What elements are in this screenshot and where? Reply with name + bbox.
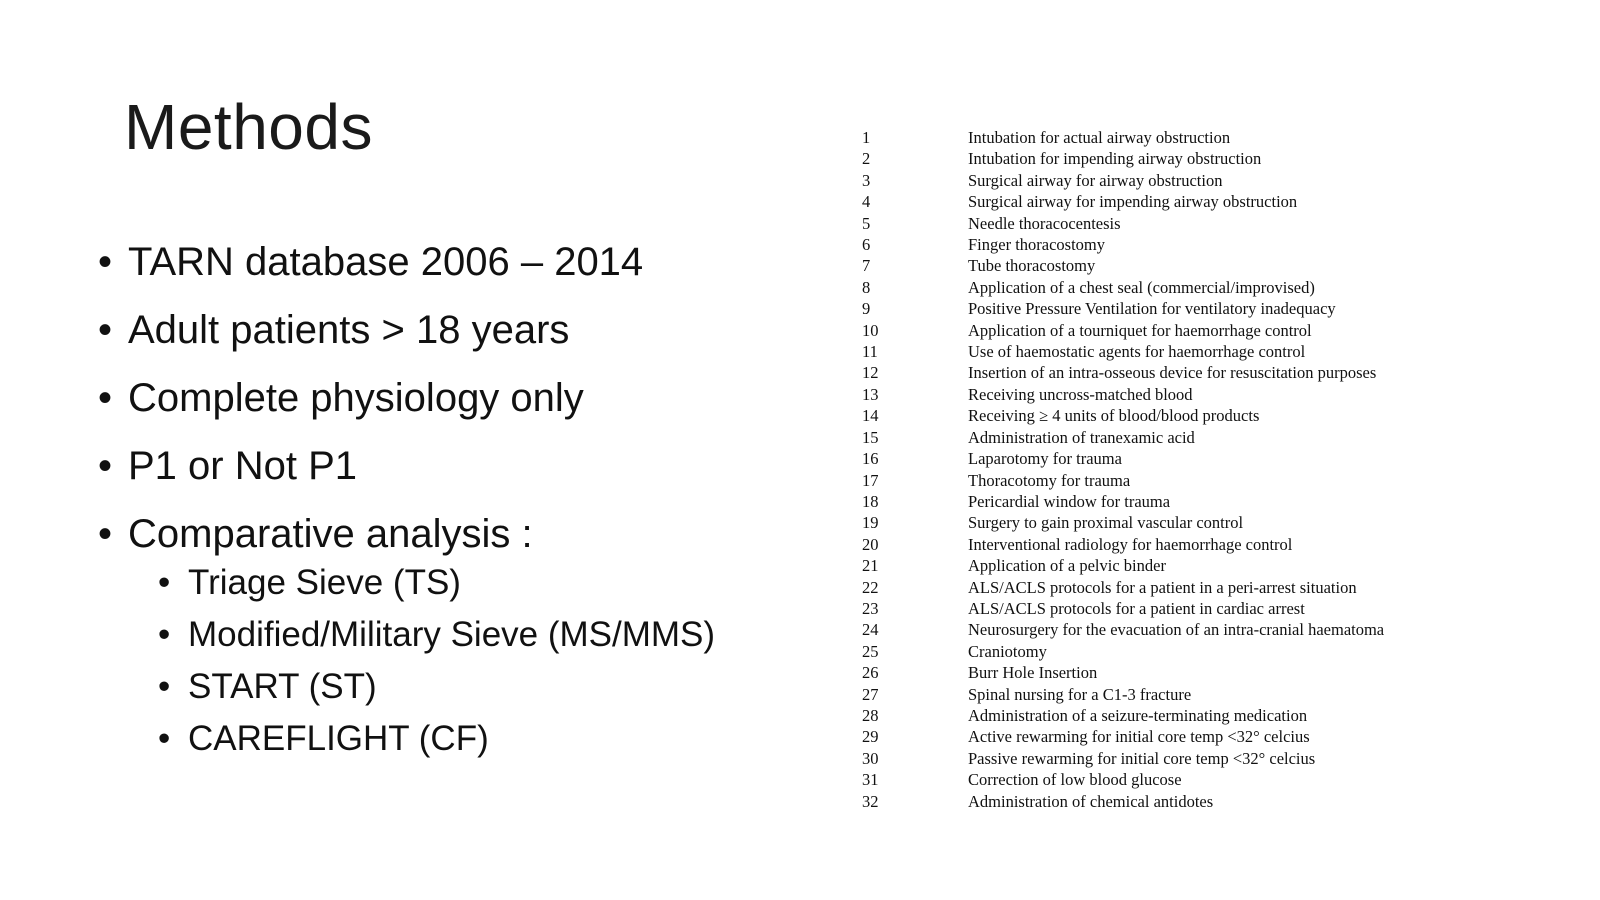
procedure-description: Administration of a seizure-terminating medication bbox=[968, 705, 1308, 725]
procedure-number: 11 bbox=[862, 342, 878, 362]
procedure-row bbox=[862, 255, 1384, 276]
procedure-number: 10 bbox=[862, 320, 879, 340]
procedure-row bbox=[862, 769, 1384, 790]
procedure-row bbox=[862, 662, 1384, 683]
sub-bullet-item: • Triage Sieve (TS) bbox=[158, 562, 715, 604]
procedure-row bbox=[862, 748, 1384, 769]
procedure-number: 21 bbox=[862, 556, 879, 576]
procedure-description: Interventional radiology for haemorrhage control bbox=[968, 534, 1293, 554]
procedure-row bbox=[862, 148, 1384, 169]
bullet-item: • TARN database 2006 – 2014 bbox=[98, 238, 715, 286]
procedure-number: 28 bbox=[862, 705, 879, 725]
procedure-description: Passive rewarming for initial core temp <32° celcius bbox=[968, 748, 1316, 768]
procedure-row bbox=[862, 191, 1384, 212]
procedure-description: Pericardial window for trauma bbox=[968, 491, 1171, 511]
procedure-number: 12 bbox=[862, 363, 879, 383]
procedure-number: 1 bbox=[862, 128, 871, 147]
procedure-description: Spinal nursing for a C1-3 fracture bbox=[968, 684, 1192, 704]
procedure-number: 22 bbox=[862, 577, 879, 597]
procedure-row bbox=[862, 791, 1384, 812]
procedure-description: Receiving uncross-matched blood bbox=[968, 384, 1193, 404]
procedure-description: Positive Pressure Ventilation for ventilatory inadequacy bbox=[968, 299, 1336, 319]
procedure-number: 3 bbox=[862, 170, 871, 190]
procedure-number: 18 bbox=[862, 491, 879, 511]
procedure-row bbox=[862, 684, 1384, 705]
procedure-description: Thoracotomy for trauma bbox=[968, 470, 1131, 490]
procedure-row bbox=[862, 598, 1384, 619]
procedure-description: Administration of tranexamic acid bbox=[968, 427, 1195, 447]
procedure-description: Finger thoracostomy bbox=[968, 235, 1106, 255]
procedure-number: 6 bbox=[862, 235, 871, 255]
procedure-row bbox=[862, 512, 1384, 533]
procedure-description: ALS/ACLS protocols for a patient in cardiac arrest bbox=[968, 598, 1305, 618]
procedure-number: 2 bbox=[862, 149, 871, 169]
procedure-row bbox=[862, 320, 1384, 341]
procedure-number: 31 bbox=[862, 770, 879, 790]
procedure-row bbox=[862, 427, 1384, 448]
bullet-item: • P1 or Not P1 bbox=[98, 442, 715, 490]
procedure-row bbox=[862, 726, 1384, 747]
procedure-row bbox=[862, 341, 1384, 362]
procedure-number: 16 bbox=[862, 449, 879, 469]
procedure-row bbox=[862, 362, 1384, 383]
procedure-description: Needle thoracocentesis bbox=[968, 213, 1121, 233]
sub-bullet-list bbox=[128, 562, 715, 760]
slide-title: Methods bbox=[124, 91, 373, 163]
procedures-table bbox=[862, 127, 1384, 812]
procedure-number: 30 bbox=[862, 748, 879, 768]
procedure-number: 25 bbox=[862, 641, 879, 661]
procedure-description: Neurosurgery for the evacuation of an intra-cranial haematoma bbox=[968, 620, 1385, 640]
procedure-number: 8 bbox=[862, 277, 871, 297]
procedure-description: Tube thoracostomy bbox=[968, 256, 1096, 276]
procedure-number: 14 bbox=[862, 406, 879, 426]
procedure-description: Intubation for impending airway obstruction bbox=[968, 149, 1262, 169]
procedure-number: 24 bbox=[862, 620, 879, 640]
procedure-description: Application of a pelvic binder bbox=[968, 556, 1166, 576]
procedure-row bbox=[862, 298, 1384, 319]
procedure-description: Correction of low blood glucose bbox=[968, 770, 1182, 790]
procedure-description: Surgical airway for impending airway obstruction bbox=[968, 192, 1298, 212]
procedure-number: 5 bbox=[862, 213, 871, 233]
procedure-row bbox=[862, 277, 1384, 298]
procedure-number: 32 bbox=[862, 791, 879, 811]
procedure-description: Craniotomy bbox=[968, 641, 1047, 661]
procedures-table-body bbox=[862, 127, 1384, 812]
procedure-number: 27 bbox=[862, 684, 879, 704]
procedure-description: Burr Hole Insertion bbox=[968, 663, 1098, 683]
procedure-description: Receiving ≥ 4 units of blood/blood products bbox=[968, 406, 1260, 426]
procedure-row bbox=[862, 127, 1384, 148]
bullet-item-label: Comparative analysis : bbox=[128, 512, 533, 556]
procedure-description: Administration of chemical antidotes bbox=[968, 791, 1214, 811]
procedure-number: 29 bbox=[862, 727, 879, 747]
procedure-row bbox=[862, 555, 1384, 576]
sub-bullet-item: • Modified/Military Sieve (MS/MMS) bbox=[158, 614, 715, 656]
procedure-description: Insertion of an intra-osseous device for resuscitation purposes bbox=[968, 363, 1377, 383]
procedure-number: 4 bbox=[862, 192, 871, 212]
procedure-row bbox=[862, 641, 1384, 662]
procedure-number: 19 bbox=[862, 513, 879, 533]
procedure-description: Intubation for actual airway obstruction bbox=[968, 128, 1231, 147]
procedure-description: Application of a tourniquet for haemorrhage control bbox=[968, 320, 1312, 340]
procedure-number: 20 bbox=[862, 534, 879, 554]
procedure-row bbox=[862, 534, 1384, 555]
procedure-row bbox=[862, 577, 1384, 598]
procedure-description: Application of a chest seal (commercial/improvised) bbox=[968, 277, 1315, 297]
procedure-description: Laparotomy for trauma bbox=[968, 449, 1122, 469]
bullet-item-with-sublist bbox=[98, 510, 715, 760]
procedure-row bbox=[862, 470, 1384, 491]
sub-bullet-item: • CAREFLIGHT (CF) bbox=[158, 718, 715, 760]
procedure-row bbox=[862, 384, 1384, 405]
procedure-row bbox=[862, 234, 1384, 255]
procedure-row bbox=[862, 619, 1384, 640]
procedure-description: Active rewarming for initial core temp <32° celcius bbox=[968, 727, 1310, 747]
procedure-description: Surgical airway for airway obstruction bbox=[968, 170, 1223, 190]
procedure-row bbox=[862, 213, 1384, 234]
procedure-row bbox=[862, 170, 1384, 191]
procedure-description: Surgery to gain proximal vascular control bbox=[968, 513, 1244, 533]
procedure-number: 26 bbox=[862, 663, 879, 683]
procedure-row bbox=[862, 448, 1384, 469]
bullet-item: • Complete physiology only bbox=[98, 374, 715, 422]
procedure-row bbox=[862, 405, 1384, 426]
procedure-number: 15 bbox=[862, 427, 879, 447]
procedure-number: 17 bbox=[862, 470, 879, 490]
procedure-description: ALS/ACLS protocols for a patient in a peri-arrest situation bbox=[968, 577, 1357, 597]
procedure-row bbox=[862, 705, 1384, 726]
procedure-number: 23 bbox=[862, 598, 879, 618]
bullet-list bbox=[98, 238, 715, 780]
sub-bullet-item: • START (ST) bbox=[158, 666, 715, 708]
procedure-number: 13 bbox=[862, 384, 879, 404]
procedure-number: 9 bbox=[862, 299, 871, 319]
bullet-item: • Adult patients > 18 years bbox=[98, 306, 715, 354]
procedure-row bbox=[862, 491, 1384, 512]
procedure-description: Use of haemostatic agents for haemorrhage control bbox=[968, 342, 1306, 362]
procedure-number: 7 bbox=[862, 256, 871, 276]
